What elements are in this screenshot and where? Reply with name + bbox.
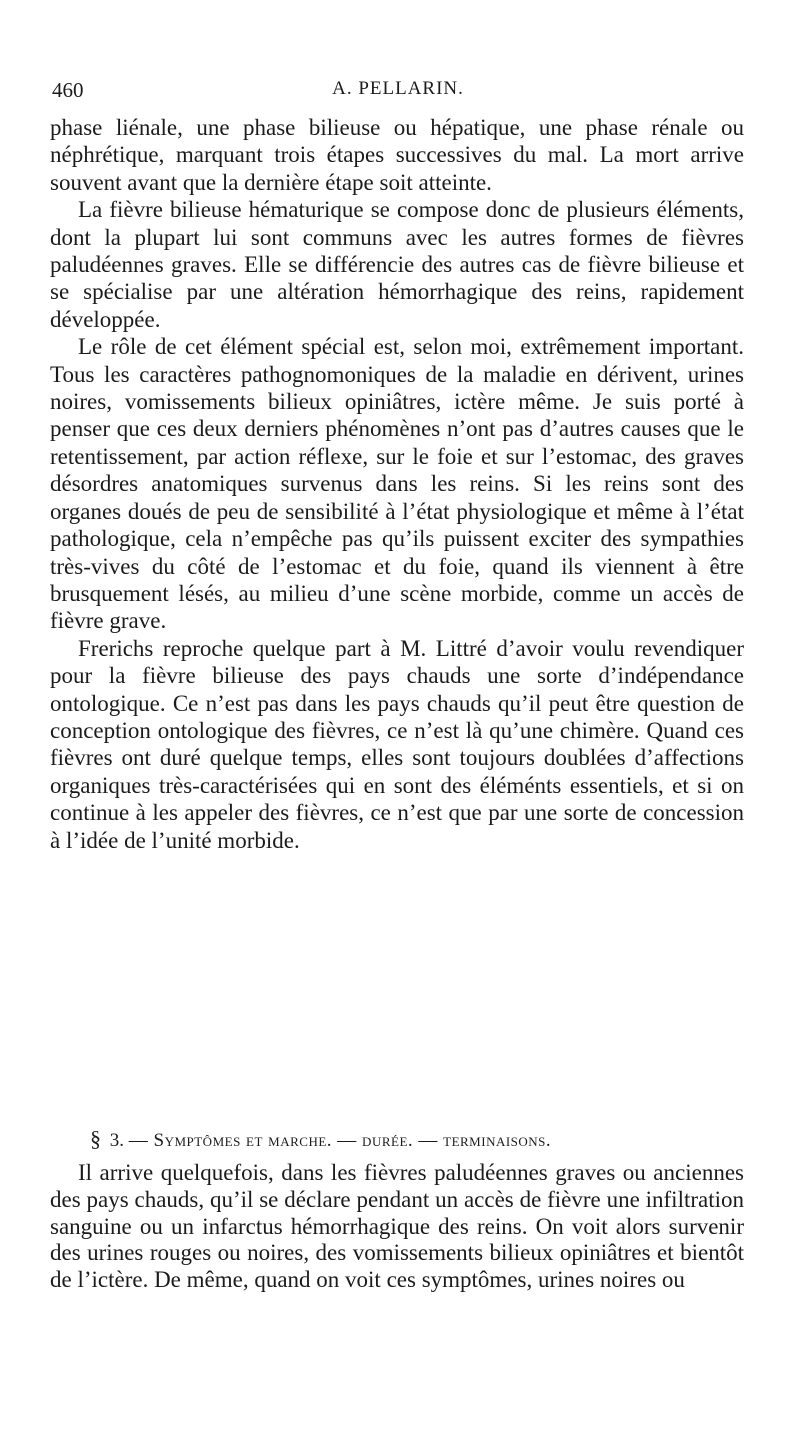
section-text <box>50 1160 744 1294</box>
section-title: — Symptômes et marche. — durée. — terminaisons. <box>128 1130 552 1151</box>
section-symbol: § <box>90 1126 101 1151</box>
paragraph: Il arrive quelquefois, dans les fièvres paludéennes graves ou anciennes des pays chauds, qu’il se déclare pendant un accès de fièvre une infiltration sanguine ou un infarctus hémorrhagique des reins. On voit alors survenir des urines rouges ou noires, des vomissements bilieux opiniâtres et bientôt de l’ictère. De même, quand on voit ces symptômes, urines noires ou <box>50 1160 744 1293</box>
section-number: 3. <box>109 1130 124 1151</box>
page-number: 460 <box>52 78 84 102</box>
paragraph: Le rôle de cet élément spécial est, selon moi, extrêmement important. Tous les caractères pathognomoniques de la maladie en dérivent, urines noires, vomissements bilieux opiniâtres, ictère même. Je suis porté à penser que ces deux derniers phénomènes n’ont pas d’autres causes que le retentissement, par action réflexe, sur le foie et sur l’estomac, des graves désordres anatomiques survenus dans les reins. Si les reins sont des organes doués de peu de sensibilité à l’état physiologique et même à l’état pathologique, cela n’empêche pas qu’ils puissent exciter des sympathies très-vives du côté de l’estomac et du foie, quand ils viennent à être brusquement lésés, au milieu d’une scène morbide, comme un accès de fièvre grave. <box>50 334 744 634</box>
paragraph: Frerichs reproche quelque part à M. Littré d’avoir voulu revendiquer pour la fièvre bilieuse des pays chauds une sorte d’indépendance ontologique. Ce n’est pas dans les pays chauds qu’il peut être question de conception ontologique des fièvres, ce n’est là qu’une chimère. Quand ces fièvres ont duré quelque temps, elles sont toujours doublées d’affections organiques très-caractérisées qui en sont des éléménts essentiels, et si on continue à les appeler des fièvres, ce n’est que par une sorte de concession à l’idée de l’unité morbide. <box>50 635 744 853</box>
body-text <box>50 114 744 854</box>
section-heading <box>90 1126 750 1152</box>
paragraph: phase liénale, une phase bilieuse ou hépatique, une phase rénale ou néphrétique, marquant trois étapes successives du mal. La mort arrive souvent avant que la dernière étape soit atteinte. <box>50 115 744 195</box>
page-header <box>52 78 744 106</box>
paragraph: La fièvre bilieuse hématurique se compose donc de plusieurs éléments, dont la plupart lui sont communs avec les autres formes de fièvres paludéennes graves. Elle se différencie des autres cas de fièvre bilieuse et se spécialise par une altération hémorrhagique des reins, rapidement développée. <box>50 197 744 332</box>
running-head: A. PELLARIN. <box>332 78 464 99</box>
